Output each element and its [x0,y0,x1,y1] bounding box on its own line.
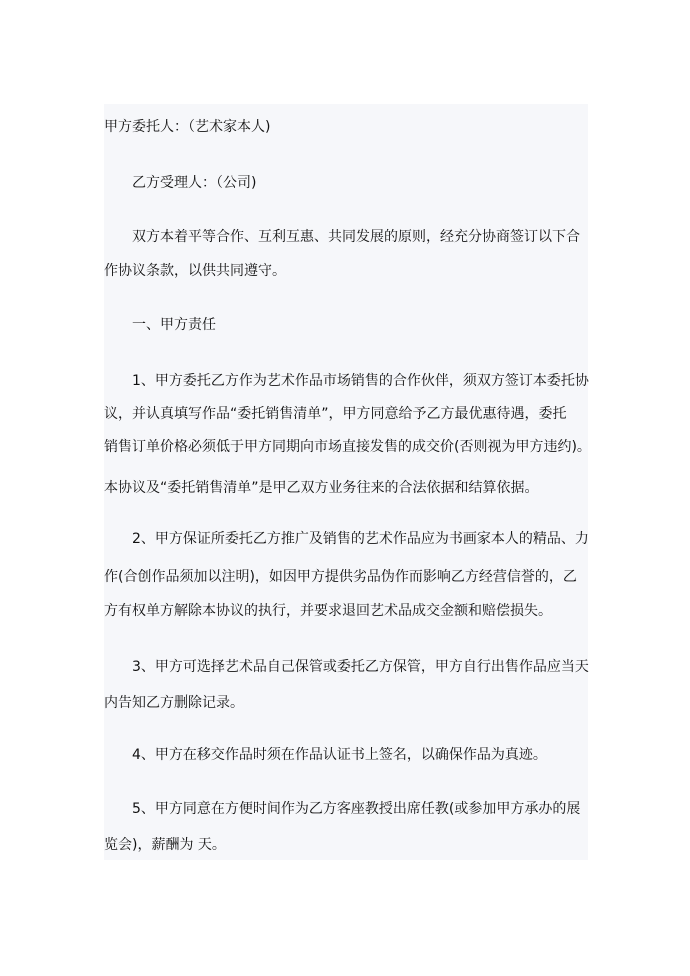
intro-line-1: 双方本着平等合作、互利互惠、共同发展的原则，经充分协商签订以下合 [132,229,580,245]
section-title: 一、甲方责任 [132,317,216,333]
clause-1-line-1: 1、甲方委托乙方作为艺术作品市场销售的合作伙伴，须双方签订本委托协 [132,373,589,389]
intro-line-2: 作协议条款，以供共同遵守。 [104,263,286,279]
clause-1-line-2: 议，并认真填写作品“委托销售清单”，甲方同意给予乙方最优惠待遇，委托 [104,406,567,422]
clause-3-line-2: 内告知乙方删除记录。 [104,695,244,711]
clause-2-line-3: 方有权单方解除本协议的执行，并要求退回艺术品成交金额和赔偿损失。 [104,603,552,619]
clause-5-line-2: 览会)，薪酬为 天。 [104,837,226,853]
clause-2-line-2: 作(合创作品须加以注明)，如因甲方提供劣品伪作而影响乙方经营信誉的，乙 [104,569,577,585]
clause-1-line-4: 本协议及“委托销售清单”是甲乙双方业务往来的合法依据和结算依据。 [104,480,539,496]
clause-5-line-1: 5、甲方同意在方便时间作为乙方客座教授出席任教(或参加甲方承办的展 [132,801,581,817]
clause-4-line-1: 4、甲方在移交作品时须在作品认证书上签名，以确保作品为真迹。 [132,747,547,763]
clause-1-line-3: 销售订单价格必须低于甲方同期向市场直接发售的成交价(否则视为甲方违约)。 [104,439,591,455]
party-a-line: 甲方委托人：（艺术家本人) [104,119,271,135]
clause-2-line-1: 2、甲方保证所委托乙方推广及销售的艺术作品应为书画家本人的精品、力 [132,531,589,547]
party-b-line: 乙方受理人：（公司) [132,175,257,191]
clause-3-line-1: 3、甲方可选择艺术品自己保管或委托乙方保管，甲方自行出售作品应当天 [132,659,589,675]
